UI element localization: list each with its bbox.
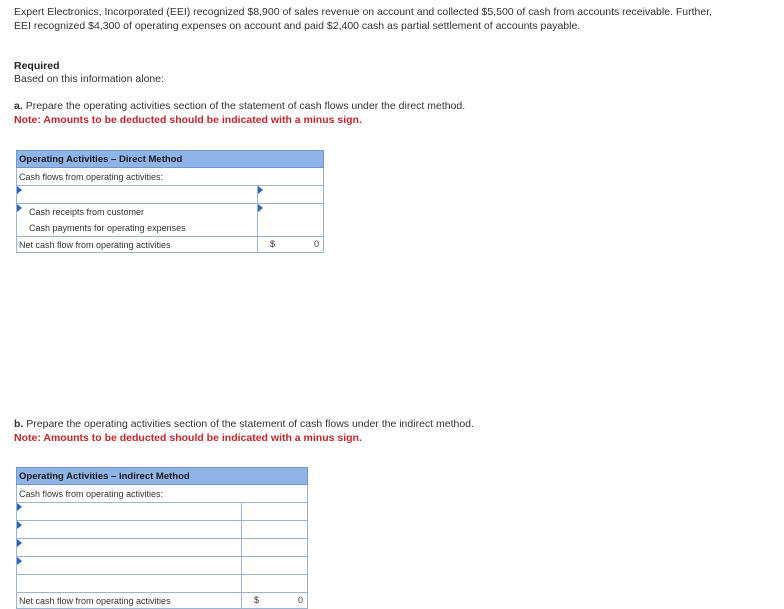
based-on-text: Based on this information alone:: [14, 73, 165, 85]
indirect-amount-field-3[interactable]: [242, 539, 307, 556]
direct-label-input-1[interactable]: [17, 186, 258, 204]
part-a-text: Prepare the operating activities section of the statement of cash flows under the direct method.: [25, 100, 466, 112]
indirect-label-input-3[interactable]: [17, 539, 242, 557]
indirect-amount-input-4[interactable]: [242, 557, 308, 575]
indirect-amount-field-4[interactable]: [242, 557, 307, 574]
part-b-text: Prepare the operating activities section of the statement of cash flows under the indirect method.: [26, 418, 474, 430]
dropdown-marker-icon: [17, 521, 22, 529]
indirect-total-label: Net cash flow from operating activities: [17, 593, 242, 609]
direct-total-label: Net cash flow from operating activities: [17, 237, 258, 253]
indirect-amount-input-1[interactable]: [242, 503, 308, 521]
direct-amount-field-2[interactable]: [258, 204, 323, 236]
dropdown-marker-icon: [17, 186, 22, 194]
indirect-amount-field-1[interactable]: [242, 503, 307, 520]
part-b-question: [14, 418, 474, 432]
indirect-method-table: [16, 467, 308, 609]
indirect-amount-input-2[interactable]: [242, 521, 308, 539]
direct-method-header: Operating Activities – Direct Method: [17, 151, 324, 168]
indirect-total-currency: $: [254, 595, 260, 605]
part-b-letter: b.: [14, 418, 24, 430]
part-a-letter: a.: [14, 100, 23, 112]
indirect-total-value: 0: [297, 595, 303, 605]
indirect-amount-input-3[interactable]: [242, 539, 308, 557]
part-b-note: Note: Amounts to be deducted should be indicated with a minus sign.: [14, 432, 362, 444]
direct-amount-input-2[interactable]: [258, 204, 324, 237]
indirect-label-field-4[interactable]: [17, 557, 241, 574]
dropdown-marker-icon: [17, 204, 22, 212]
indirect-label-input-4[interactable]: [17, 557, 242, 575]
direct-amount-input-1[interactable]: [258, 186, 324, 204]
direct-total-currency: $: [270, 239, 276, 249]
part-a-note: Note: Amounts to be deducted should be indicated with a minus sign.: [14, 114, 362, 126]
indirect-label-field-3[interactable]: [17, 539, 241, 556]
direct-row-labels[interactable]: [17, 204, 258, 237]
dropdown-marker-icon: [258, 204, 263, 212]
direct-total-amount: [258, 237, 324, 253]
indirect-total-amount: [242, 593, 308, 609]
indirect-amount-field-5[interactable]: [242, 575, 307, 592]
direct-subheader: Cash flows from operating activities:: [17, 168, 324, 186]
indirect-label-input-2[interactable]: [17, 521, 242, 539]
cash-payments-label: Cash payments for operating expenses: [29, 223, 186, 233]
dropdown-marker-icon: [258, 186, 263, 194]
indirect-method-header: Operating Activities – Indirect Method: [17, 468, 308, 485]
indirect-label-input-1[interactable]: [17, 503, 242, 521]
direct-amount-field-1[interactable]: [258, 186, 323, 203]
cash-receipts-label: Cash receipts from customer: [29, 207, 145, 217]
direct-method-table: [16, 150, 324, 253]
direct-total-value: 0: [314, 239, 320, 249]
indirect-label-input-5[interactable]: [17, 575, 242, 593]
indirect-amount-field-2[interactable]: [242, 521, 307, 538]
direct-label-field-1[interactable]: [17, 186, 257, 203]
indirect-label-field-5[interactable]: [17, 575, 241, 592]
dropdown-marker-icon: [17, 539, 22, 547]
indirect-subheader: Cash flows from operating activities:: [17, 485, 308, 503]
indirect-label-field-2[interactable]: [17, 521, 241, 538]
required-heading: Required: [14, 60, 60, 72]
indirect-label-field-1[interactable]: [17, 503, 241, 520]
problem-statement: Expert Electronics, Incorporated (EEI) recognized $8,900 of sales revenue on account and collected $5,500 of cash from accounts receivable. Further, EEI recognized $4,300 of operating expenses on account and paid $2,400 cash as partial settlement of accounts payable.: [14, 6, 713, 32]
part-a-question: [14, 100, 465, 114]
indirect-amount-input-5[interactable]: [242, 575, 308, 593]
dropdown-marker-icon: [17, 503, 22, 511]
dropdown-marker-icon: [17, 557, 22, 565]
